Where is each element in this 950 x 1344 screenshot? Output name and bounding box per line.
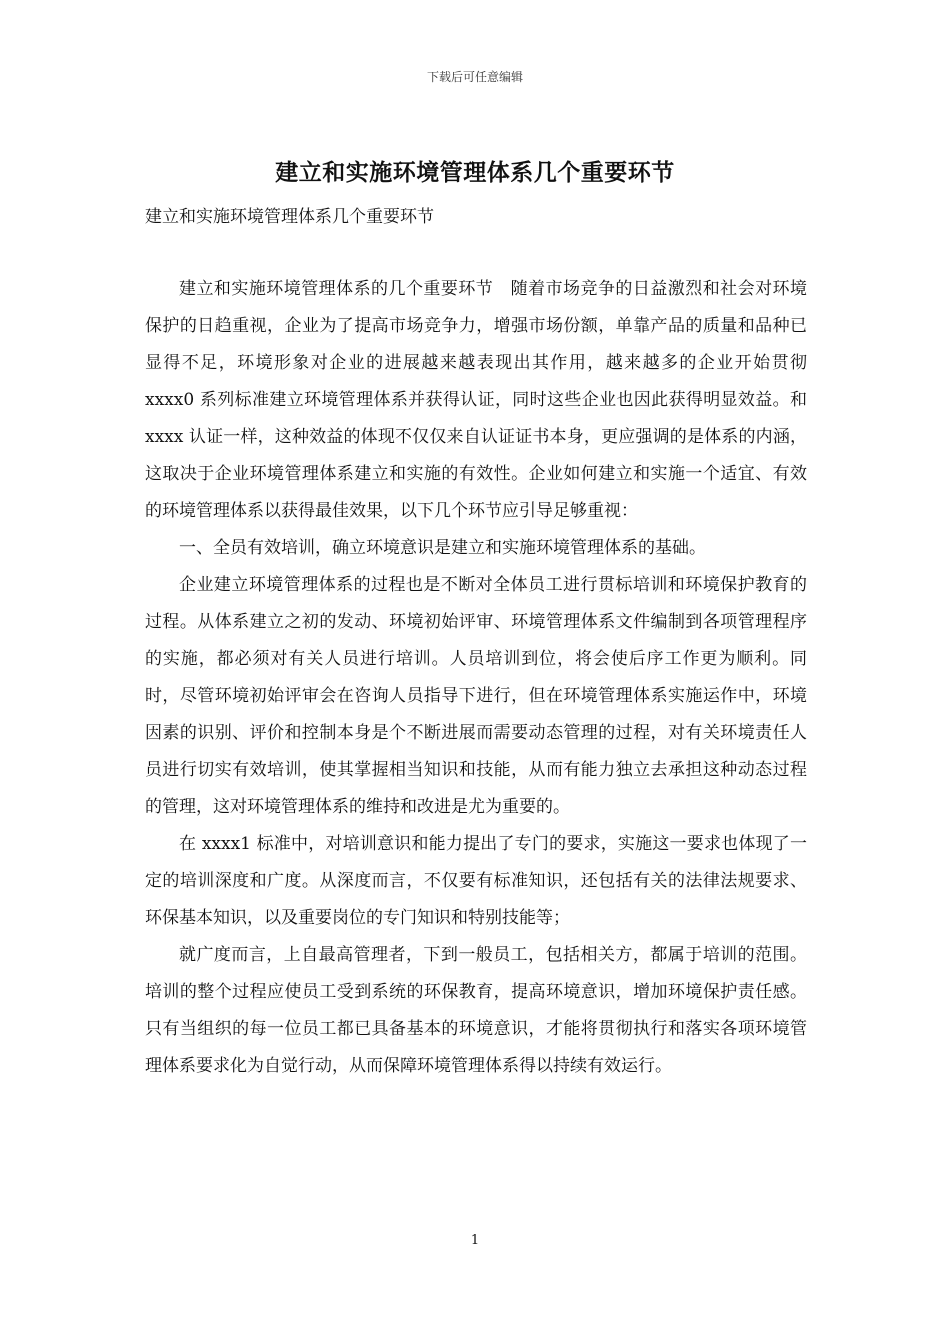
- paragraph-standard-requirements: 在 xxxx1 标准中，对培训意识和能力提出了专门的要求，实施这一要求也体现了一定的培训深度和广度。从深度而言，不仅要有标准知识，还包括有关的法律法规要求、环保基本知识，以及重要岗位的专门知识和特别技能等；: [145, 834, 807, 928]
- paragraph-training-scope: 就广度而言，上自最高管理者，下到一般员工，包括相关方，都属于培训的范围。培训的整个过程应使员工受到系统的环保教育，提高环境意识，增加环境保护责任感。只有当组织的每一位员工都已具备基本的环境意识，才能将贯彻执行和落实各项环境管理体系要求化为自觉行动，从而保障环境管理体系得以持续有效运行。: [145, 945, 807, 1076]
- document-subtitle: 建立和实施环境管理体系几个重要环节: [145, 207, 434, 227]
- paragraph-training-process: 企业建立环境管理体系的过程也是不断对全体员工进行贯标培训和环境保护教育的过程。从体系建立之初的发动、环境初始评审、环境管理体系文件编制到各项管理程序的实施，都必须对有关人员进行培训。人员培训到位，将会使后序工作更为顺利。同时，尽管环境初始评审会在咨询人员指导下进行，但在环境管理体系实施运作中，环境因素的识别、评价和控制本身是个不断进展而需要动态管理的过程，对有关环境责任人员进行切实有效培训，使其掌握相当知识和技能，从而有能力独立去承担这种动态过程的管理，这对环境管理体系的维持和改进是尤为重要的。: [145, 575, 807, 817]
- paragraph-intro: 建立和实施环境管理体系的几个重要环节 随着市场竞争的日益激烈和社会对环境保护的日趋重视，企业为了提高市场竞争力，增强市场份额，单靠产品的质量和品种已显得不足，环境形象对企业的进展越来越表现出其作用，越来越多的企业开始贯彻 xxxx0 系列标准建立环境管理体系并获得认证，同时这些企业也因此获得明显效益。和 xxxx 认证一样，这种效益的体现不仅仅来自认证证书本身，更应强调的是体系的内涵，这取决于企业环境管理体系建立和实施的有效性。企业如何建立和实施一个适宜、有效的环境管理体系以获得最佳效果，以下几个环节应引导足够重视：: [145, 279, 807, 521]
- document-body: [145, 271, 807, 1085]
- header-note: 下载后可任意编辑: [426, 70, 523, 84]
- document-title: 建立和实施环境管理体系几个重要环节: [275, 159, 675, 186]
- page-number: 1: [470, 1233, 480, 1248]
- paragraph-section-heading: 一、全员有效培训，确立环境意识是建立和实施环境管理体系的基础。: [179, 538, 706, 558]
